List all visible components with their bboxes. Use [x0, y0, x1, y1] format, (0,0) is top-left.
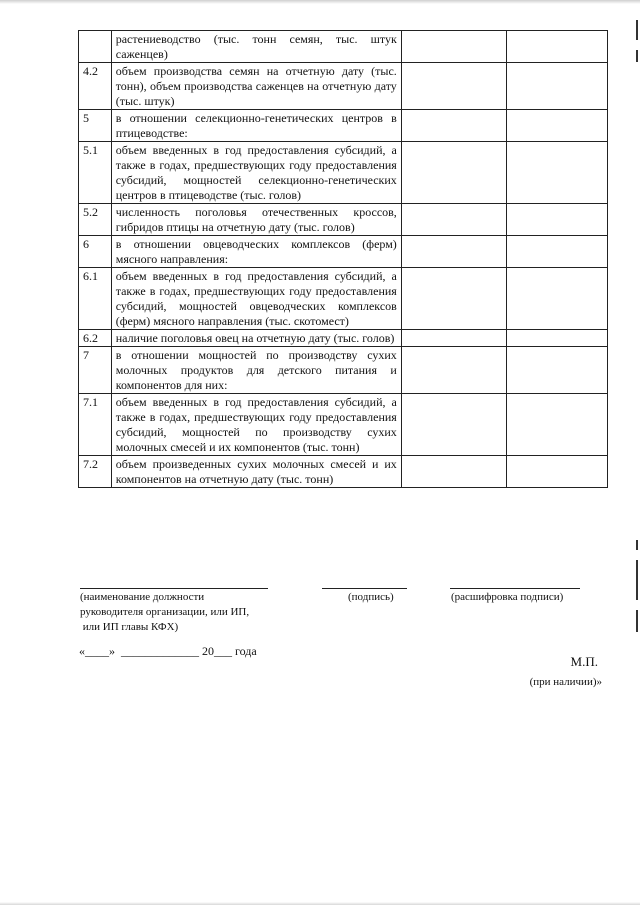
value-cell-2[interactable]: [506, 347, 607, 394]
value-cell-2[interactable]: [506, 330, 607, 347]
value-cell-2[interactable]: [506, 204, 607, 236]
row-number: 6: [79, 236, 112, 268]
value-cell-1[interactable]: [401, 236, 506, 268]
table-row: [79, 110, 608, 142]
value-cell-2[interactable]: [506, 236, 607, 268]
row-description: объем введенных в год предоставления субсидий, а также в годах, предшествующих году предоставления субсидий, мощностей по производству сухих молочных смесей и их компонентов (тыс. тонн): [111, 394, 401, 456]
stamp-label: М.П.: [570, 654, 598, 669]
indicators-table-body: [79, 31, 608, 488]
row-description: в отношении мощностей по производству сухих молочных продуктов для детского питания и компонентов для них:: [111, 347, 401, 394]
stamp-note: (при наличии)»: [529, 676, 602, 688]
date-field[interactable]: «____» _____________ 20___ года: [79, 644, 257, 658]
row-number: 5.1: [79, 142, 112, 204]
value-cell-2[interactable]: [506, 110, 607, 142]
value-cell-2[interactable]: [506, 31, 607, 63]
value-cell-1[interactable]: [401, 268, 506, 330]
row-number: 5.2: [79, 204, 112, 236]
row-description: в отношении овцеводческих комплексов (ферм) мясного направления:: [111, 236, 401, 268]
table-row: [79, 204, 608, 236]
row-description: объем производства семян на отчетную дату (тыс. тонн), объем производства саженцев на отчетную дату (тыс. штук): [111, 63, 401, 110]
row-number: 6.2: [79, 330, 112, 347]
row-description: объем произведенных сухих молочных смесей и их компонентов на отчетную дату (тыс. тонн): [111, 456, 401, 488]
row-number: 4.2: [79, 63, 112, 110]
table-row: [79, 268, 608, 330]
value-cell-1[interactable]: [401, 110, 506, 142]
table-row: [79, 142, 608, 204]
row-number: 6.1: [79, 268, 112, 330]
value-cell-2[interactable]: [506, 142, 607, 204]
value-cell-1[interactable]: [401, 347, 506, 394]
scan-margin-marks: [635, 20, 638, 640]
table-row: [79, 394, 608, 456]
position-caption-line-3: или ИП главы КФХ): [80, 621, 179, 633]
value-cell-2[interactable]: [506, 456, 607, 488]
row-description: в отношении селекционно-генетических центров в птицеводстве:: [111, 110, 401, 142]
value-cell-1[interactable]: [401, 63, 506, 110]
row-number: 7.1: [79, 394, 112, 456]
value-cell-2[interactable]: [506, 394, 607, 456]
table-row: [79, 330, 608, 347]
decoding-caption: (расшифровка подписи): [451, 591, 564, 603]
value-cell-1[interactable]: [401, 456, 506, 488]
table-row: [79, 456, 608, 488]
signature-line[interactable]: [322, 588, 407, 589]
row-description: численность поголовья отечественных кроссов, гибридов птицы на отчетную дату (тыс. голов): [111, 204, 401, 236]
table-row: [79, 31, 608, 63]
table-row: [79, 347, 608, 394]
row-number: 5: [79, 110, 112, 142]
value-cell-1[interactable]: [401, 394, 506, 456]
position-signature-line[interactable]: [80, 588, 268, 589]
value-cell-1[interactable]: [401, 330, 506, 347]
table-row: [79, 63, 608, 110]
table-row: [79, 236, 608, 268]
value-cell-2[interactable]: [506, 63, 607, 110]
row-description: наличие поголовья овец на отчетную дату (тыс. голов): [111, 330, 401, 347]
value-cell-1[interactable]: [401, 204, 506, 236]
row-description: объем введенных в год предоставления субсидий, а также в годах, предшествующих году предоставления субсидий, мощностей овцеводческих комплексов (ферм) мясного направления (тыс. скотомест): [111, 268, 401, 330]
signature-decoding-line[interactable]: [450, 588, 580, 589]
row-number: 7.2: [79, 456, 112, 488]
indicators-table: [78, 30, 608, 488]
position-caption-line-2: руководителя организации, или ИП,: [80, 606, 250, 618]
row-number: [79, 31, 112, 63]
row-number: 7: [79, 347, 112, 394]
value-cell-1[interactable]: [401, 31, 506, 63]
position-caption: [80, 590, 249, 635]
position-caption-line-1: (наименование должности: [80, 591, 205, 603]
signature-caption: (подпись): [348, 591, 394, 603]
scan-top-edge: [0, 0, 640, 4]
value-cell-1[interactable]: [401, 142, 506, 204]
value-cell-2[interactable]: [506, 268, 607, 330]
row-description: объем введенных в год предоставления субсидий, а также в годах, предшествующих году предоставления субсидий, мощностей селекционно-генетических центров в птицеводстве (тыс. голов): [111, 142, 401, 204]
row-description: растениеводство (тыс. тонн семян, тыс. штук саженцев): [111, 31, 401, 63]
